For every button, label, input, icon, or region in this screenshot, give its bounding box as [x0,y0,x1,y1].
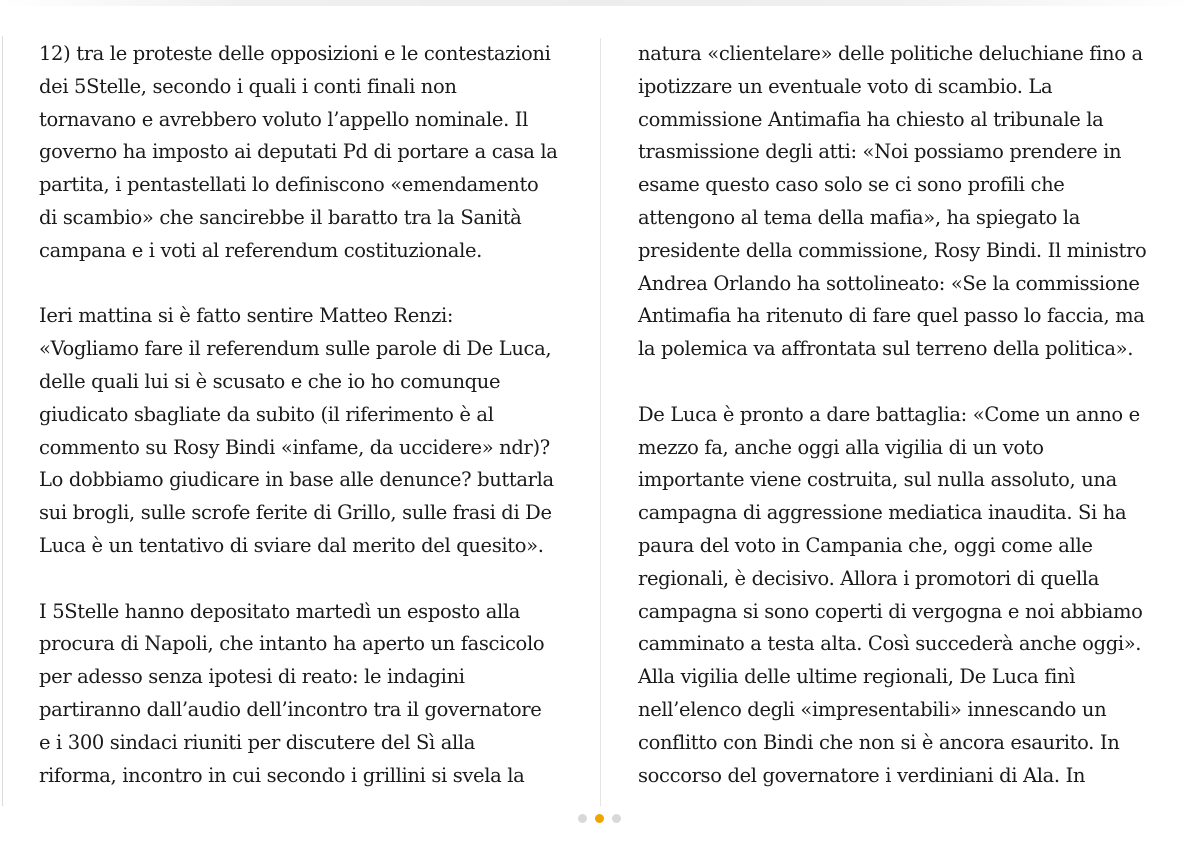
text-line: Lo dobbiamo giudicare in base alle denunce? buttarla [39,468,554,492]
text-line: ipotizzare un eventuale voto di scambio. La [638,74,1053,98]
text-line: tornavano e avrebbero voluto l’appello nominale. Il [39,107,529,131]
text-line: sui brogli, sulle scrofe ferite di Grillo, sulle frasi di De [39,501,552,525]
text-line: riforma, incontro in cui secondo i grillini si svela la [39,763,525,787]
text-line: Alla vigilia delle ultime regionali, De Luca finì [638,665,1076,689]
paragraph [39,300,569,562]
right-column [638,38,1168,825]
text-line: attengono al tema della mafia», ha spiegato la [638,205,1081,229]
page-dot-3[interactable] [612,814,621,823]
text-line: importante viene costruita, sul nulla assoluto, una [638,468,1117,492]
text-line: dei 5Stelle, secondo i quali i conti finali non [39,74,457,98]
text-line: camminato a testa alta. Così succederà anche oggi». [638,632,1142,656]
text-line: Luca è un tentativo di sviare dal merito del quesito». [39,533,544,557]
text-line: Ieri mattina si è fatto sentire Matteo Renzi: [39,304,454,328]
text-line: governo ha imposto ai deputati Pd di portare a casa la [39,140,558,164]
text-line: giudicato sbagliate da subito (il riferimento è al [39,402,494,426]
left-column [39,38,569,825]
text-line: delle quali lui si è scusato e che io ho comunque [39,369,501,393]
text-line: partita, i pentastellati lo definiscono «emendamento [39,173,539,197]
text-line: 12) tra le proteste delle opposizioni e le contestazioni [39,42,551,65]
text-line: esame questo caso solo se ci sono profili che [638,173,1065,197]
text-line: trasmissione degli atti: «Noi possiamo prendere in [638,140,1122,164]
top-shadow [0,0,1200,6]
text-line: I 5Stelle hanno depositato martedì un esposto alla [39,599,521,623]
page-indicator [578,814,621,823]
text-line: la polemica va affrontata sul terreno della politica». [638,337,1134,361]
text-line: procura di Napoli, che intanto ha aperto un fascicolo [39,632,545,656]
text-line: paura del voto in Campania che, oggi come alle [638,533,1093,557]
text-line: per adesso senza ipotesi di reato: le indagini [39,665,465,689]
text-line: soccorso del governatore i verdiniani di Ala. In [638,763,1086,787]
text-line: natura «clientelare» delle politiche deluchiane fino a [638,42,1143,65]
text-line: Antimafia ha ritenuto di fare quel passo lo faccia, ma [638,304,1145,328]
page-dot-2[interactable] [595,814,604,823]
paragraph [638,399,1168,793]
text-line: partiranno dall’audio dell’incontro tra il governatore [39,697,542,721]
text-line: nell’elenco degli «impresentabili» innescando un [638,697,1107,721]
text-line: di scambio» che sancirebbe il baratto tra la Sanità [39,205,522,229]
paragraph [638,38,1168,366]
text-line: e i 300 sindaci riuniti per discutere del Sì alla [39,730,476,754]
text-line: commissione Antimafia ha chiesto al tribunale la [638,107,1104,131]
text-line: regionali, è decisivo. Allora i promotori di quella [638,566,1100,590]
text-line: campagna di aggressione mediatica inaudita. Si ha [638,501,1127,525]
column-divider [600,38,601,806]
text-line: commento su Rosy Bindi «infame, da uccidere» ndr)? [39,435,550,459]
text-line: conflitto con Bindi che non si è ancora esaurito. In [638,730,1120,754]
paragraph [39,38,569,268]
text-line: «Vogliamo fare il referendum sulle parole di De Luca, [39,337,552,361]
text-line: mezzo fa, anche oggi alla vigilia di un voto [638,435,1044,459]
text-line: Andrea Orlando ha sottolineato: «Se la commissione [638,271,1140,295]
text-line: De Luca è pronto a dare battaglia: «Come un anno e [638,402,1140,426]
page-dot-1[interactable] [578,814,587,823]
text-line: campana e i voti al referendum costituzionale. [39,238,483,262]
page-edge [2,36,3,806]
text-line: campagna si sono coperti di vergogna e noi abbiamo [638,599,1143,623]
text-line: presidente della commissione, Rosy Bindi. Il ministro [638,238,1147,262]
paragraph [39,596,569,793]
